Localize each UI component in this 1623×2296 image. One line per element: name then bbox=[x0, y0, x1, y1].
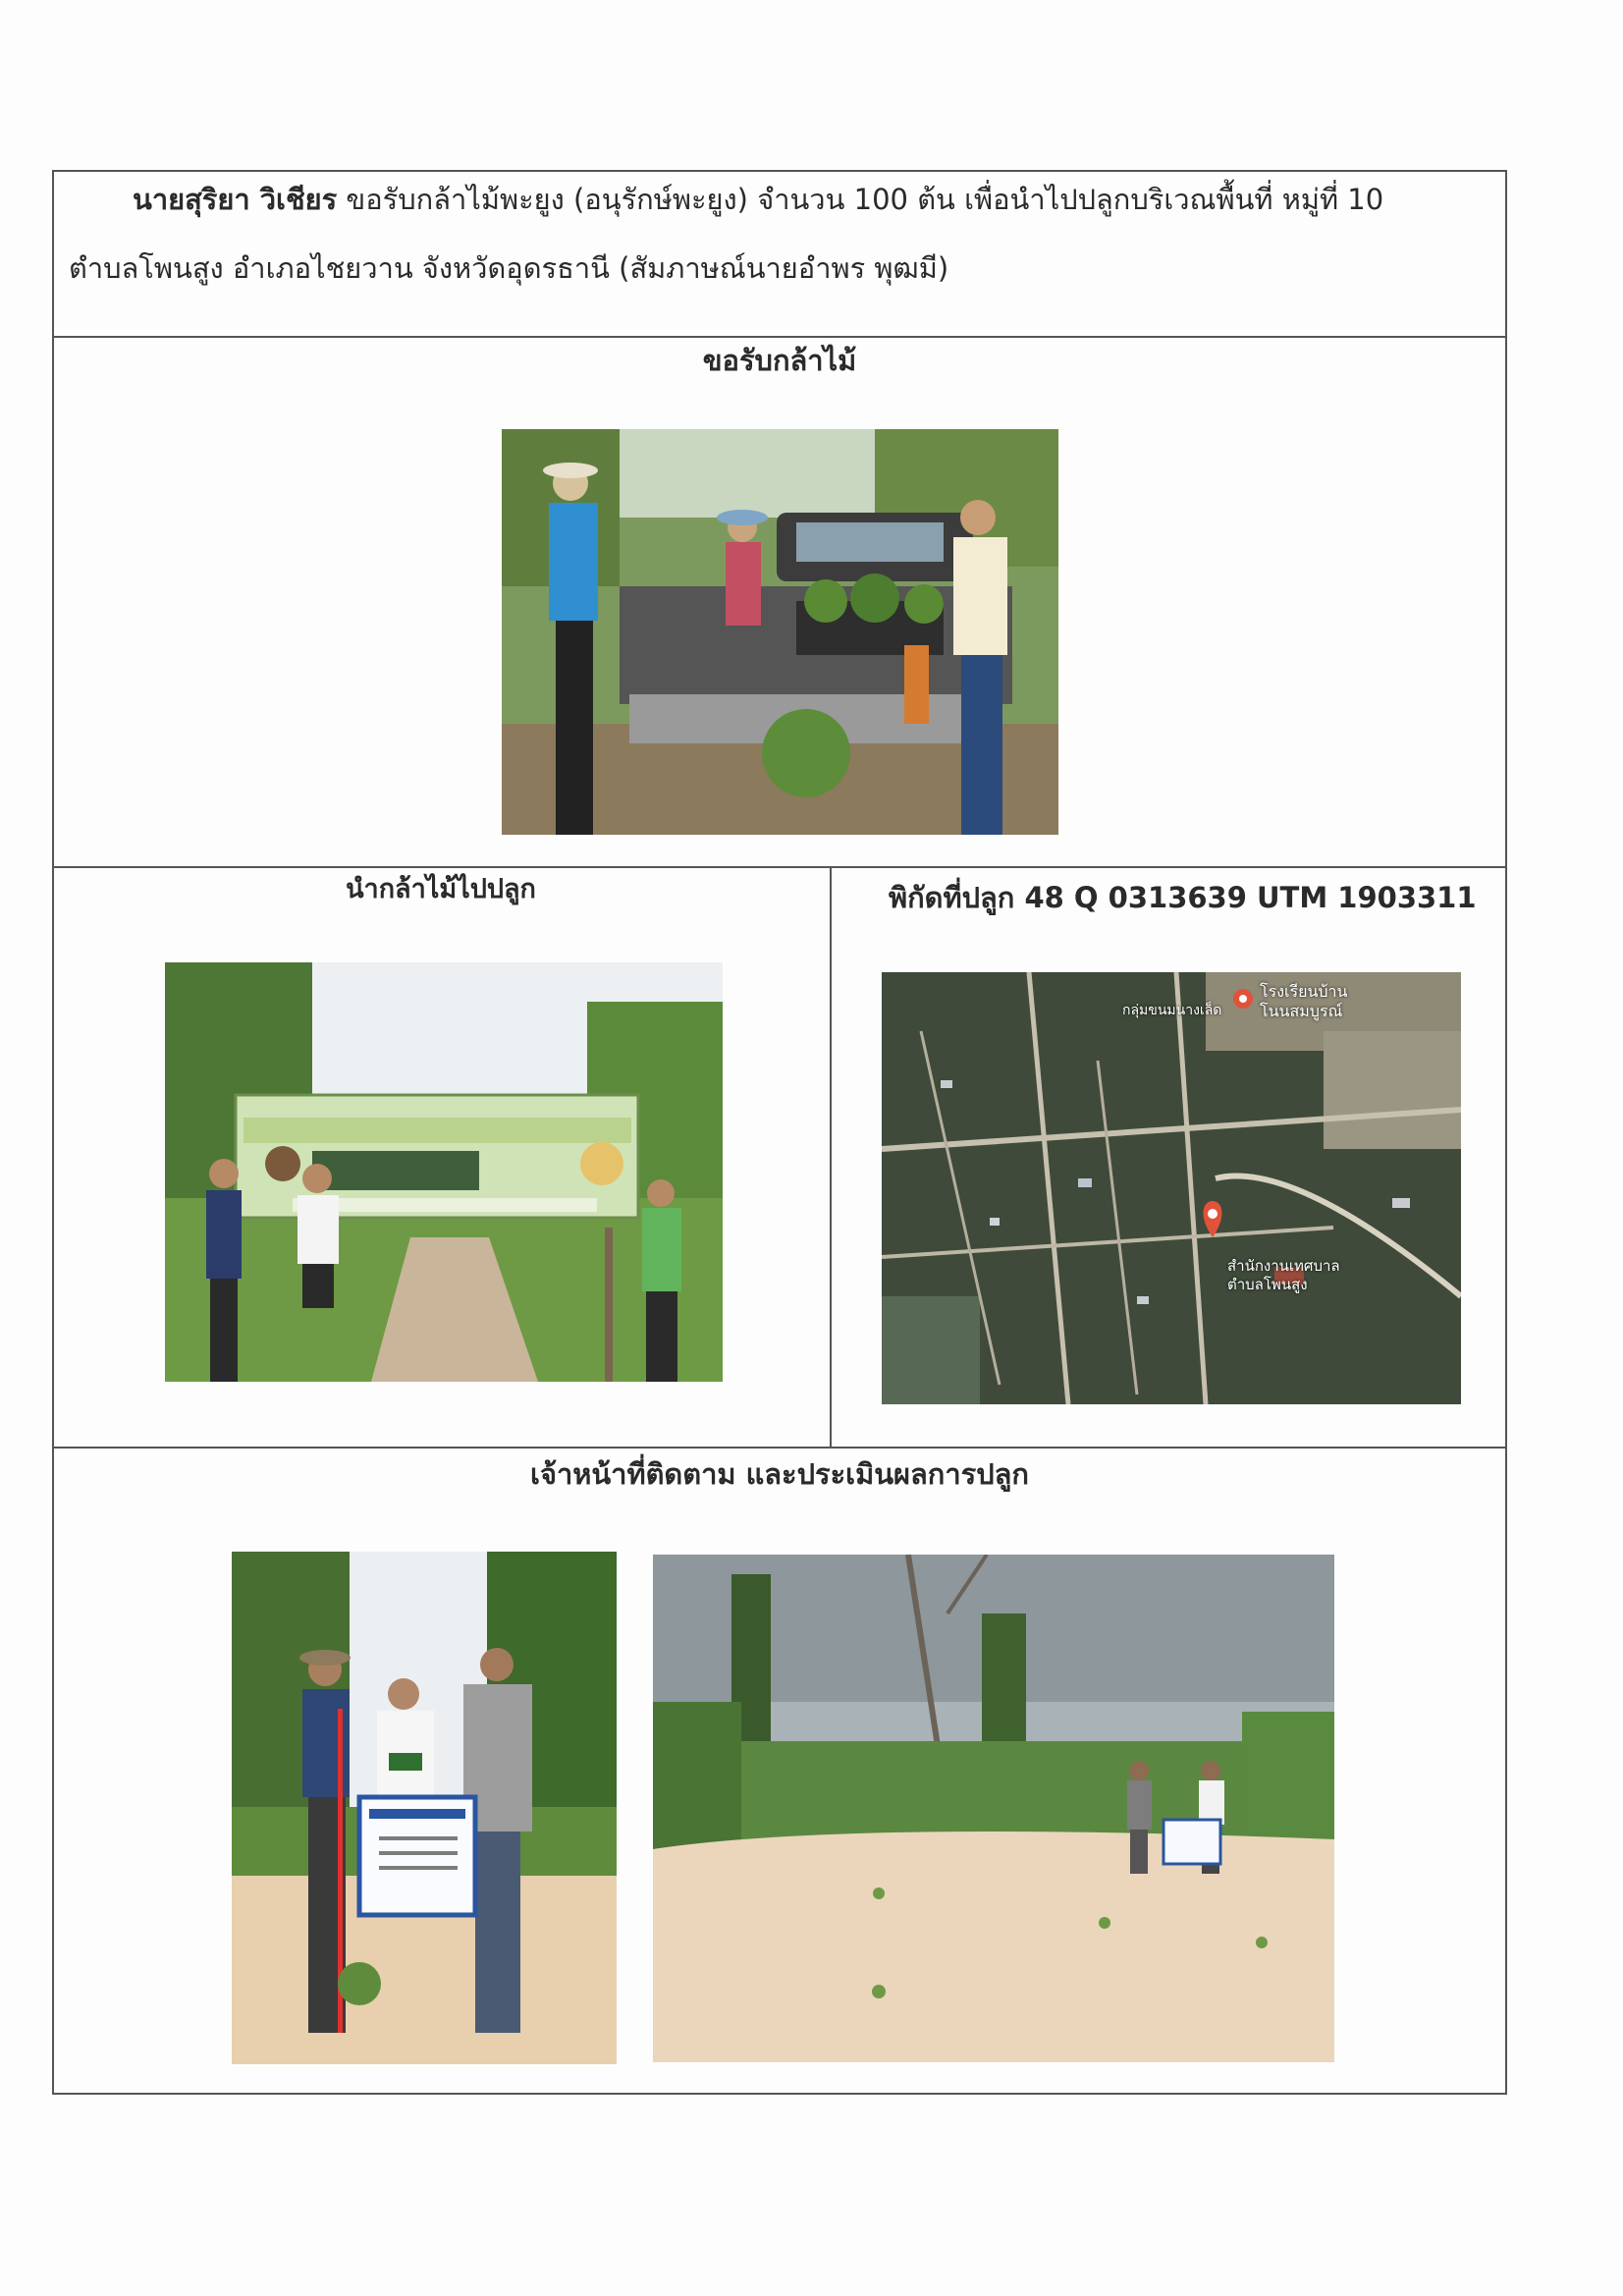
map-label-school: โรงเรียนบ้าน โนนสมบูรณ์ bbox=[1260, 982, 1348, 1020]
intro-line-1 bbox=[133, 183, 1383, 217]
row-divider-1 bbox=[52, 336, 1507, 338]
heading-planting: นำกล้าไม้ไปปลูก bbox=[346, 874, 536, 904]
map-label-group: กลุ่มขนมนางเล็ด bbox=[1122, 1003, 1222, 1018]
intro-line-2: ตำบลโพนสูง อำเภอไชยวาน จังหวัดอุดรธานี (สัมภาษณ์นายอำพร พุฒมี) bbox=[69, 251, 949, 285]
photo-monitoring-team bbox=[232, 1552, 617, 2064]
row-divider-3 bbox=[52, 1447, 1507, 1449]
heading-monitoring: เจ้าหน้าที่ติดตาม และประเมินผลการปลูก bbox=[530, 1457, 1029, 1491]
heading-receive-seedlings: ขอรับกล้าไม้ bbox=[702, 344, 857, 377]
heading-coordinates: พิกัดที่ปลูก 48 Q 0313639 UTM 1903311 bbox=[889, 881, 1477, 914]
column-divider bbox=[830, 866, 832, 1448]
row-divider-2 bbox=[52, 866, 1507, 868]
photo-receiving-seedlings bbox=[502, 429, 1058, 835]
photo-planting-sign bbox=[165, 962, 723, 1382]
person-name: นายสุริยา วิเชียร bbox=[133, 183, 338, 216]
map-label-office: สำนักงานเทศบาล ตำบลโพนสูง bbox=[1227, 1257, 1340, 1293]
photo-planting-field bbox=[653, 1555, 1334, 2062]
intro-line-1-rest: ขอรับกล้าไม้พะยูง (อนุรักษ์พะยูง) จำนวน 100 ต้น เพื่อนำไปปลูกบริเวณพื้นที่ หมู่ที่ 10 bbox=[337, 183, 1384, 216]
satellite-map bbox=[882, 972, 1461, 1404]
